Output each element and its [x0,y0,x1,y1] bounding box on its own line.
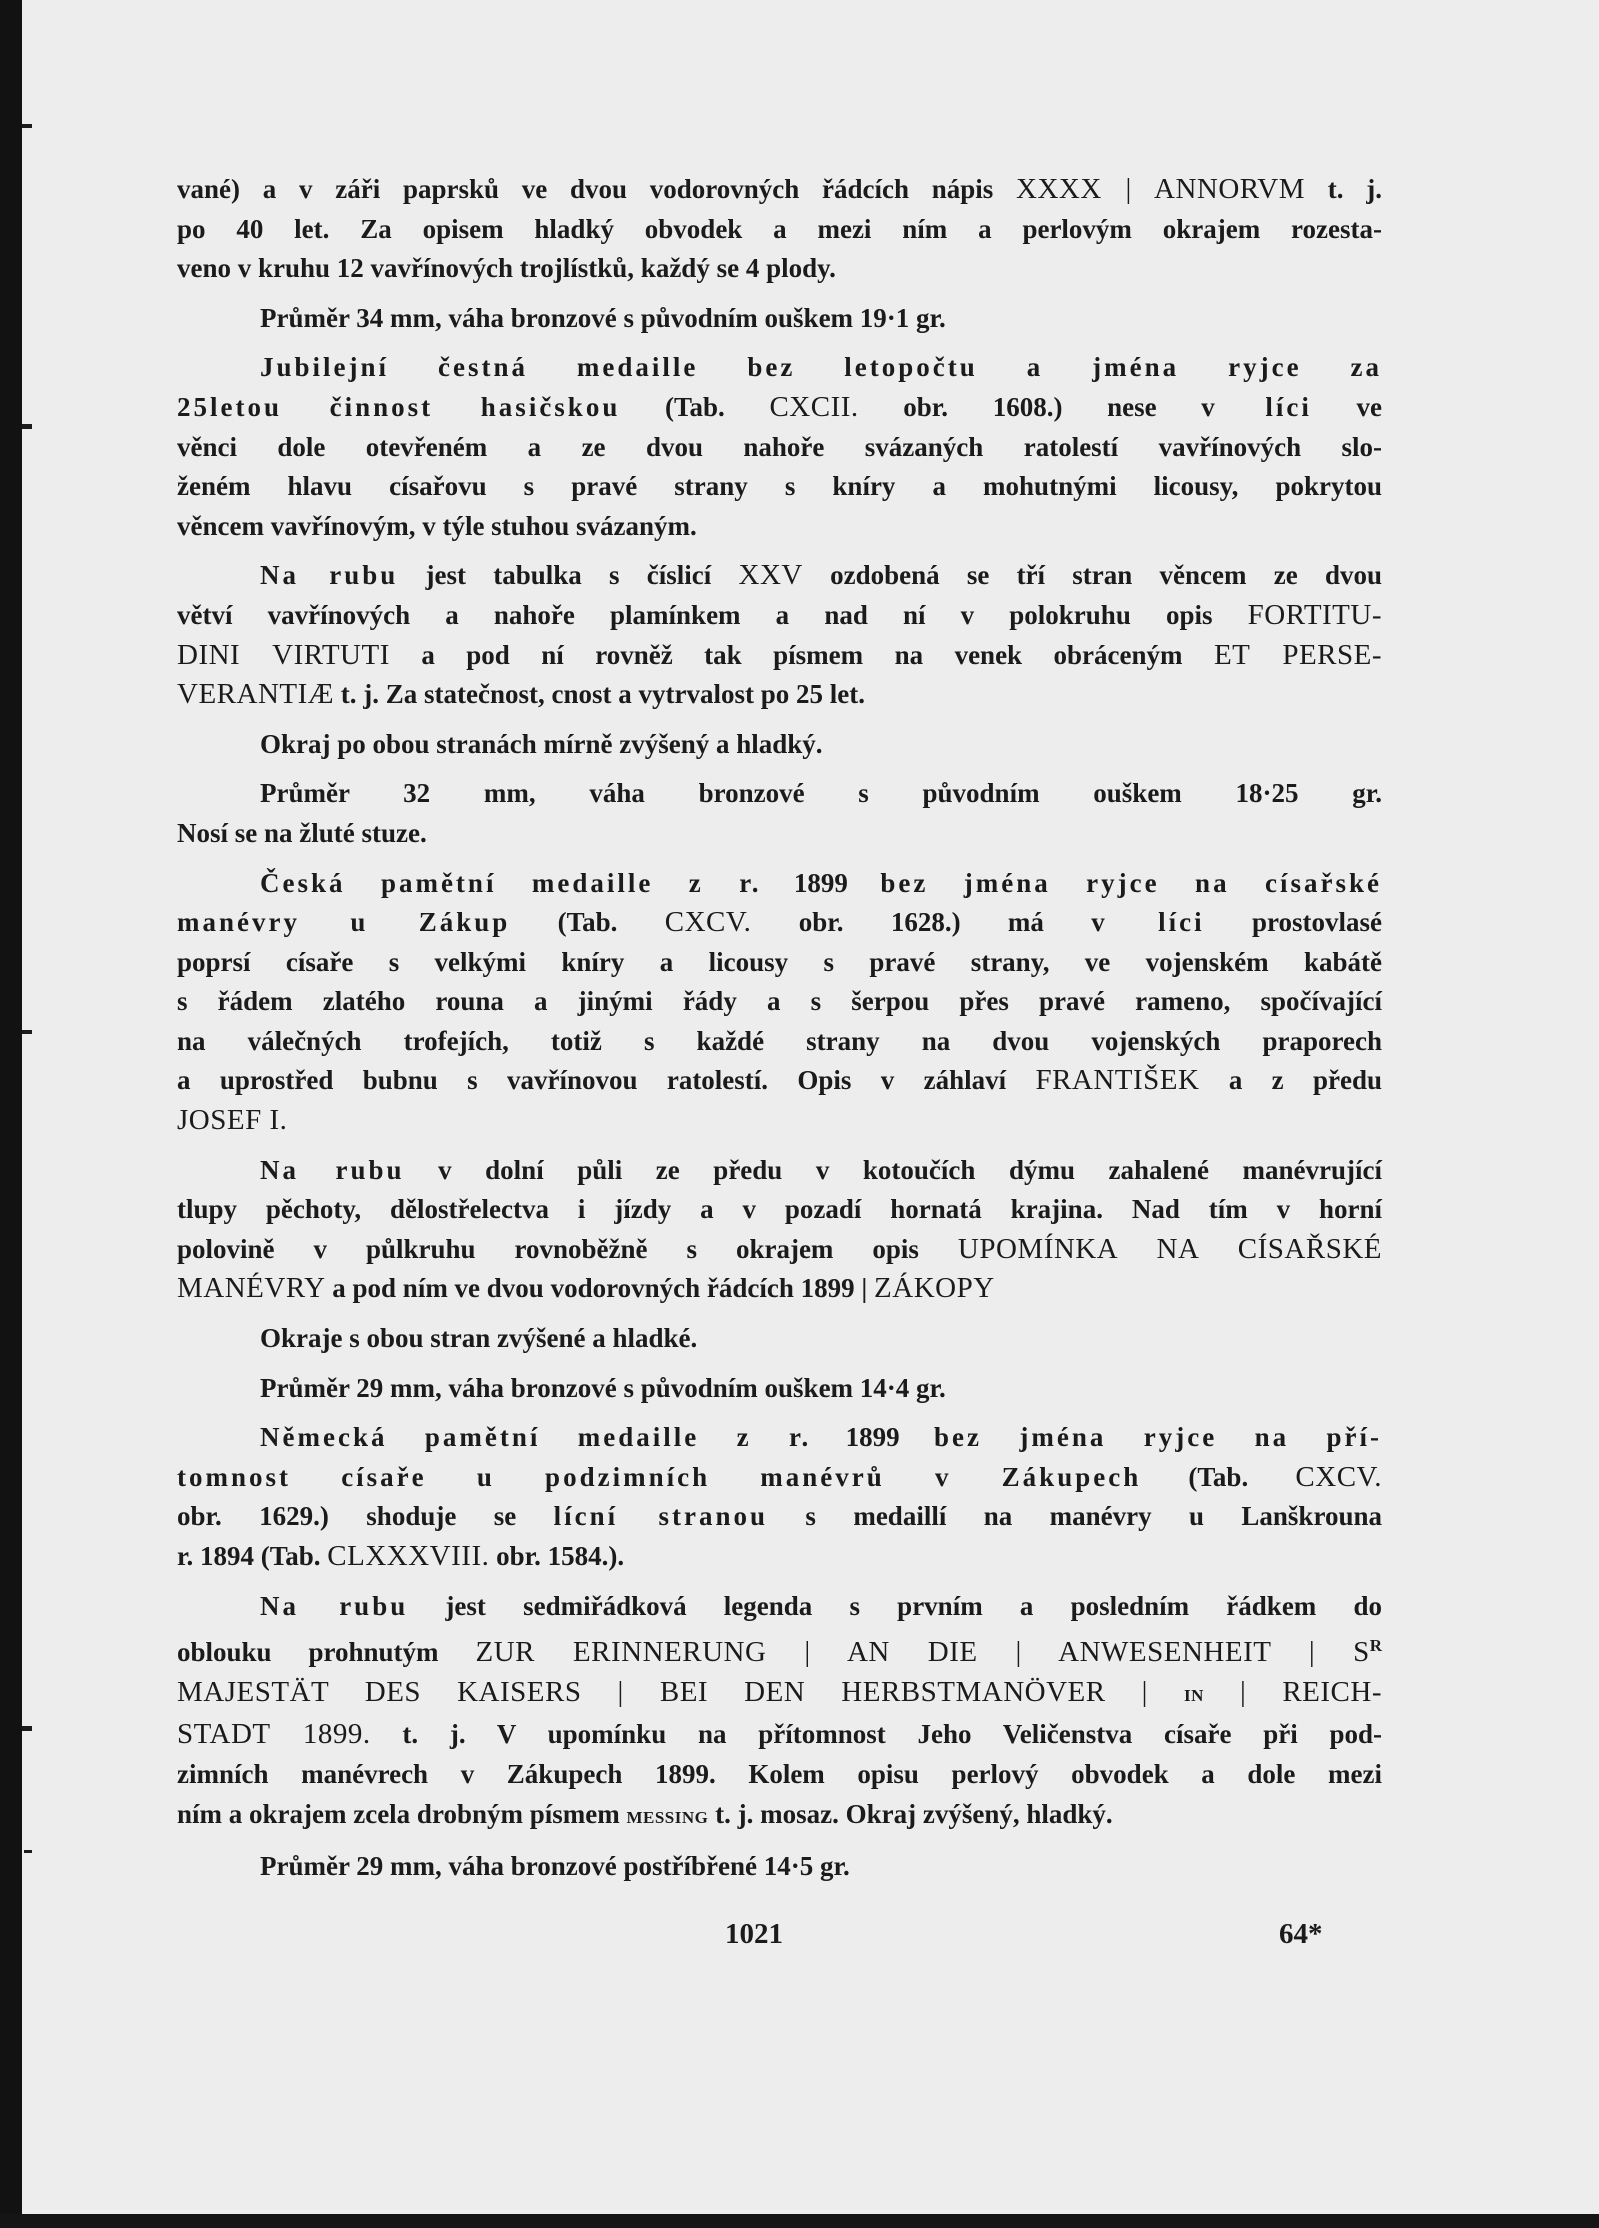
text-line [177,388,1382,428]
text-line [177,1230,1382,1270]
text-line [177,249,1382,289]
scan-spine-edge [0,0,22,2228]
text-run: Německá pamětní medaille z r. [260,1422,812,1453]
scan-bottom-edge [0,2214,1599,2228]
text-run: MANÉVRY [177,1272,326,1305]
text-run: v líci [1201,391,1312,422]
text-run: t. j. [1305,174,1383,204]
text-run: v dolní půli ze předu v kotoučích dýmu zahalené manévrující [404,1154,1383,1185]
text-run: věncem vavřínovým, v týle stuhou svázaným. [177,510,697,541]
text-run: JOSEF I. [177,1104,288,1137]
text-line [177,1269,1382,1309]
paragraph-gap [177,1309,1382,1319]
text-run: a pod ní rovněž tak písmem na venek obráceným [389,639,1214,670]
text-run: ním a okrajem zcela drobným písmem [177,1798,627,1829]
text-run: 25letou činnost hasičskou [177,391,621,422]
text-run: Na rubu [260,560,399,591]
text-line [177,210,1382,250]
text-run: CXCII. [769,390,859,423]
text-line [177,170,1382,210]
text-run: Jubilejní čestná medaille bez letopočtu a jména ryjce za [260,352,1382,383]
text-run: bez jména ryjce na pří- [934,1422,1382,1453]
text-run: DINI VIRTUTI [177,638,390,671]
text-run: IN [1184,1685,1204,1705]
text-run: VERANTIÆ [177,678,335,711]
paragraph-gap [177,1141,1382,1151]
text-line [177,507,1382,547]
paragraph-gap [177,854,1382,864]
text-run: tlupy pěchoty, dělostřelectva i jízdy a v pozadí hornatá krajina. Nad tím v horní [177,1194,1382,1225]
text-run: ozdobená se tří stran věncem ze dvou [802,560,1382,591]
text-line [177,1319,1382,1359]
text-run: | REICH- [1203,1675,1382,1708]
text-run: STADT 1899. [177,1718,371,1751]
text-line [177,943,1382,983]
text-line [177,1190,1382,1230]
text-run: Průměr 29 mm, váha bronzové s původním ouškem 14·4 gr. [260,1372,946,1403]
text-run: s medaillí na manévry u Lanškrouna [768,1501,1382,1532]
text-line [177,725,1382,765]
text-line [177,556,1382,596]
text-run: Okraj po obou stranách mírně zvýšený a hladký. [260,728,823,759]
paragraph-gap [177,338,1382,348]
text-run: CXCV. [1295,1460,1382,1493]
text-line [177,299,1382,339]
text-run: t. j. Za statečnost, cnost a vytrvalost po 25 let. [334,679,865,710]
text-line [177,903,1382,943]
paragraph-gap [177,546,1382,556]
text-run: Průměr 34 mm, váha bronzové s původním ouškem 19·1 gr. [260,302,946,333]
text-run: zimních manévrech v Zákupech 1899. Kolem opisu perlový obvodek a dole mezi [177,1758,1382,1789]
text-run: věnci dole otevřeném a ze dvou nahoře svázaných ratolestí vavřínových slo- [177,431,1382,462]
text-line [177,1061,1382,1101]
text-line [177,1795,1382,1838]
text-run: manévry u Zákup [177,907,511,938]
text-run: ve [1311,391,1383,422]
text-run: obr. 1584.). [489,1541,625,1571]
text-line [177,348,1382,388]
text-run: polovině v půlkruhu rovnoběžně s okrajem opis [177,1233,958,1264]
text-run: tomnost císaře u podzimních manévrů v Zákupech [177,1461,1142,1492]
book-page [22,0,1599,2214]
text-run: ET PERSE- [1213,638,1382,671]
paragraph-gap [177,289,1382,299]
text-run: prostovlasé [1204,907,1382,938]
text-run: větví vavřínových a nahoře plamínkem a nad ní v polokruhu opis [177,599,1248,630]
text-run: oblouku prohnutým [177,1637,476,1668]
paragraph-gap [177,1577,1382,1587]
text-run: CLXXXVIII. [327,1540,490,1572]
text-run: UPOMÍNKA NA CÍSAŘSKÉ [957,1232,1382,1265]
text-run: vané) a v záři paprsků ve dvou vodorovných řádcích nápis [177,174,1017,204]
text-line [177,1673,1382,1716]
text-run: a uprostřed bubnu s vavřínovou ratolestí. Opis v záhlaví [177,1065,1036,1096]
text-line [177,1458,1382,1498]
text-run: (Tab. [1141,1461,1296,1492]
text-run: (Tab. [620,391,770,422]
text-run: na válečných trofejích, totiž s každé strany na dvou vojenských praporech [177,1025,1382,1056]
text-run: po 40 let. Za opisem hladký obvodek a mezi ním a perlovým okrajem rozesta- [177,213,1382,244]
text-line [177,982,1382,1022]
text-run: t. j. mosaz. Okraj zvýšený, hladký. [708,1798,1113,1829]
margin-mark [22,424,32,429]
text-run: (Tab. [510,907,665,938]
text-line [177,1101,1382,1141]
text-line [177,1497,1382,1537]
text-run: veno v kruhu 12 vavřínových trojlístků, každý se 4 plody. [177,253,836,284]
text-run: a pod ním ve dvou vodorovných řádcích 1899 | [325,1273,875,1304]
text-line [177,428,1382,468]
text-run: Česká pamětní medaille z r. [260,867,762,898]
text-run: ženém hlavu císařovu s pravé strany s kníry a mohutnými licousy, pokrytou [177,471,1382,502]
text-run: Okraje s obou stran zvýšené a hladké. [260,1323,698,1354]
text-line [177,1537,1382,1577]
paragraph-gap [177,1359,1382,1369]
text-line [177,636,1382,676]
text-run: FORTITU- [1247,598,1382,631]
text-run: MESSING [626,1807,709,1827]
text-run: jest sedmiřádková legenda s prvním a posledním řádkem do [408,1590,1382,1621]
margin-mark [22,1030,32,1034]
text-line [177,1626,1382,1673]
text-run: Průměr 29 mm, váha bronzové postříbřené 14·5 gr. [260,1851,850,1882]
margin-mark [24,1850,32,1853]
text-run: ZÁKOPY [874,1272,995,1305]
page-body-text [177,170,1382,1887]
paragraph-gap [177,764,1382,774]
text-line [177,1587,1382,1627]
text-line [177,814,1382,854]
text-run: t. j. V upomínku na přítomnost Jeho Veličenstva císaře při pod- [370,1719,1382,1750]
text-run: poprsí císaře s velkými kníry a licousy s pravé strany, ve vojenském kabátě [177,946,1382,977]
text-run: FRANTIŠEK [1035,1064,1200,1097]
text-run: obr. 1629.) shoduje se [177,1501,554,1532]
text-run: XXV [738,559,803,592]
signature-mark: 64* [1279,1918,1323,1950]
text-run: obr. 1608.) nese [858,391,1202,422]
text-run: v líci [1091,907,1205,938]
text-run: jest tabulka s číslicí [398,560,739,591]
text-line [177,1151,1382,1191]
text-line [177,1022,1382,1062]
text-line [177,1847,1382,1887]
text-run: MAJESTÄT DES KAISERS | BEI DEN HERBSTMANÖVER | [177,1675,1185,1708]
text-run: lícní stranou [553,1501,769,1532]
text-run: a z předu [1199,1065,1382,1096]
text-line [177,467,1382,507]
text-run: obr. 1628.) má [751,907,1092,938]
text-run: ZUR ERINNERUNG | AN DIE | ANWESENHEIT | S [475,1636,1370,1669]
text-run: CXCV. [664,906,752,939]
text-line [177,675,1382,715]
text-line [177,1715,1382,1755]
text-run: 1899 [811,1422,935,1453]
text-line [177,864,1382,904]
text-run: bez jména ryjce na císařské [880,867,1382,898]
text-line [177,774,1382,814]
text-run: R [1369,1636,1383,1656]
text-run: Nosí se na žluté stuze. [177,817,427,848]
text-run: Průměr 32 mm, váha bronzové s původním ouškem 18·25 gr. [260,778,1382,809]
text-line [177,1755,1382,1795]
text-run: s řádem zlatého rouna a jinými řády a s šerpou přes pravé rameno, spočívající [177,986,1382,1017]
paragraph-gap [177,1837,1382,1847]
paragraph-gap [177,715,1382,725]
text-line [177,596,1382,636]
text-line [177,1369,1382,1409]
paragraph-gap [177,1408,1382,1418]
page-number: 1021 [725,1918,783,1950]
margin-mark [22,124,32,128]
margin-mark [22,1726,32,1731]
text-run: r. 1894 (Tab. [177,1541,328,1571]
text-run: Na rubu [260,1590,409,1621]
text-run: Na rubu [260,1154,405,1185]
text-line [177,1418,1382,1458]
text-run: XXXX | ANNORVM [1016,173,1306,205]
text-run: 1899 [761,867,881,898]
